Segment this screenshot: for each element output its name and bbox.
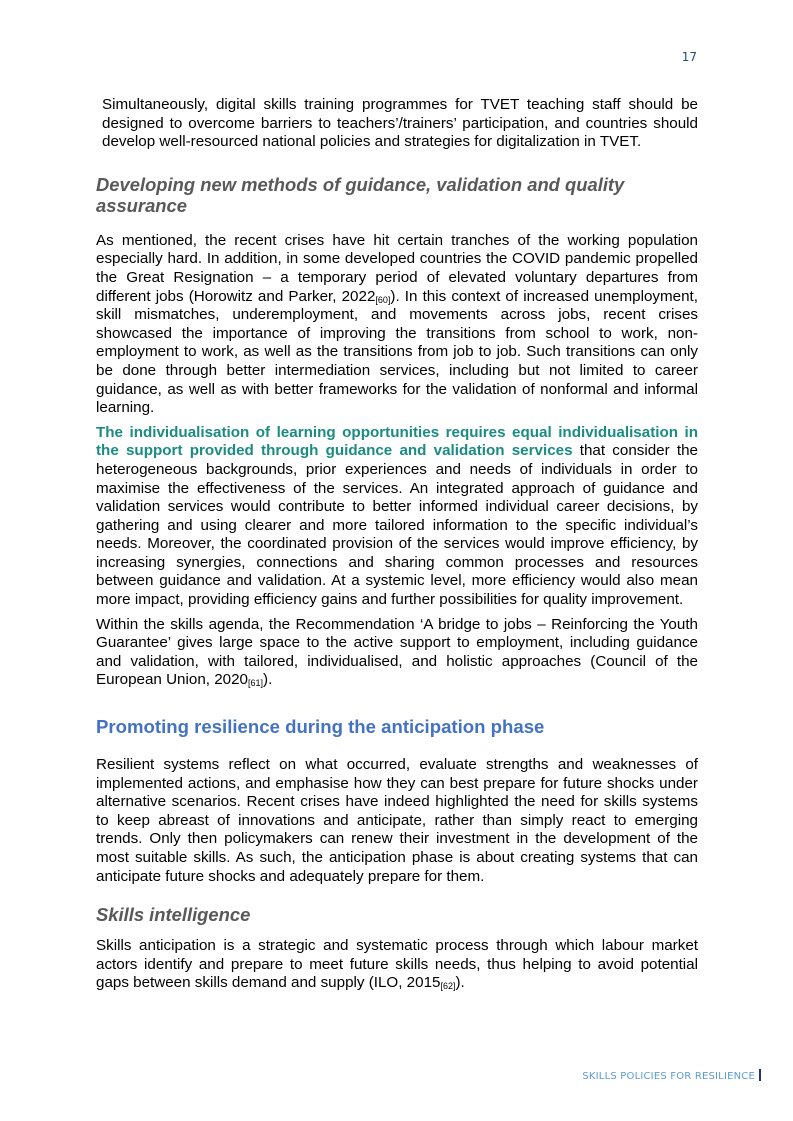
paragraph-digital-skills: Simultaneously, digital skills training programmes for TVET teaching staff should be designed to overcome barriers to teachers’/trainers’ participation, and countries should develop well-resourced national policies and strategies for digitalization in TVET.: [102, 96, 698, 151]
page-footer: [582, 1069, 761, 1082]
paragraph-resilient-systems: Resilient systems reflect on what occurred, evaluate strengths and weaknesses of implemented actions, and emphasise how they can best prepare for future shocks under alternative scenarios. Recent crises have indeed highlighted the need for skills systems to keep abreast of innovations and anticipate, rather than simply react to emerging trends. Only then policymakers can renew their investment in the development of the most suitable skills. As such, the anticipation phase is about creating systems that can anticipate future shocks and adequately prepare for them.: [96, 756, 698, 885]
heading-resilience-anticipation: Promoting resilience during the anticipation phase: [96, 716, 545, 738]
paragraph-individualisation: The individualisation of learning opportunities requires equal individualisation in the support provided through guidance and validation services that consider the heterogeneous backgrounds, prior experiences and needs of individuals in order to maximise the effectiveness of the services. An integrated approach of guidance and validation services would contribute to better informed individual career decisions, by gathering and using clearer and more tailored information to the specific individual’s needs. Moreover, the coordinated provision of the services would improve efficiency, by increasing synergies, connections and sharing common processes and resources between guidance and validation. At a systemic level, more efficiency would also mean more impact, providing efficiency gains and further possibilities for quality improvement.: [96, 423, 698, 609]
paragraph-skills-agenda: Within the skills agenda, the Recommendation ‘A bridge to jobs – Reinforcing the Youth Guarantee’ gives large space to the active support to employment, including guidance and validation, with tailored, individualised, and holistic approaches (Council of the European Union, $2020_{[61]}$).: [96, 615, 698, 689]
paragraph-skills-anticipation: Skills anticipation is a strategic and systematic process through which labour market actors identify and prepare to meet future skills needs, thus helping to avoid potential gaps between skills demand and supply (ILO, $2015_{[62]}$).: [96, 937, 698, 992]
footer-title: SKILLS POLICIES FOR RESILIENCE: [582, 1071, 755, 1082]
document-body: [96, 96, 698, 999]
heading-guidance-validation: Developing new methods of guidance, validation and quality assurance: [96, 173, 625, 216]
footer-divider: [759, 1069, 761, 1081]
reference-62[interactable]: [62]: [440, 981, 456, 992]
highlighted-statement: The individualisation of learning opportunities requires equal individualisation in the support provided through guidance and validation services: [96, 423, 698, 460]
paragraph-recent-crises: As mentioned, the recent crises have hit certain tranches of the working population especially hard. In addition, in some developed countries the COVID pandemic propelled the Great Resignation – a temporary period of elevated voluntary departures from different jobs (Horowitz and Parker, $2022_{[60]}$). In this context of increased unemployment, skill mismatches, underemployment, and movements across jobs, recent crises showcased the importance of improving the transitions from school to work, non-employment to work, as well as the transitions from job to job. Such transitions can only be done through better intermediation services, including but not limited to career guidance, as well as with better frameworks for the validation of nonformal and informal learning.: [96, 231, 698, 417]
page-number: 17: [681, 50, 697, 64]
reference-60[interactable]: [60]: [375, 294, 391, 305]
heading-skills-intelligence: Skills intelligence: [96, 904, 251, 926]
reference-61[interactable]: [61]: [248, 678, 264, 689]
